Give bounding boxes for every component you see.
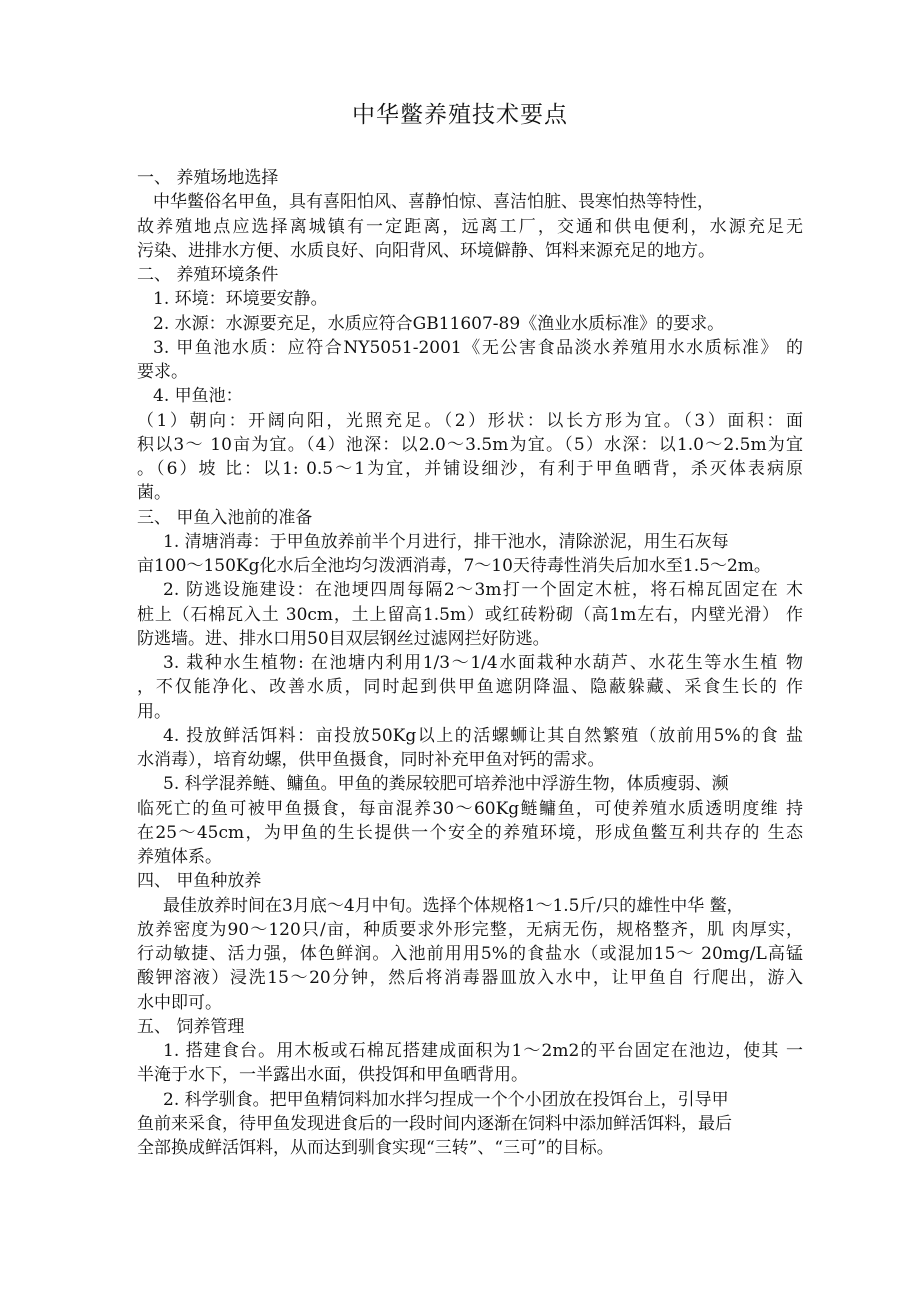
paragraph-line: 4. 甲鱼池：	[153, 386, 243, 407]
paragraph-line: 5. 科学混养鲢、鳙鱼。甲鱼的粪尿较肥可培养池中浮游生物，体质瘦弱、濒	[163, 774, 729, 795]
paragraph-line: 鱼前来采食，待甲鱼发现进食后的一段时间内逐渐在饲料中添加鲜活饵料，最后	[137, 1113, 732, 1134]
paragraph-line: 用。	[137, 701, 171, 722]
paragraph-line: ，不仅能净化、改善水质，同时起到供甲鱼遮阴降温、隐蔽躲藏、采食生长的 作	[137, 677, 803, 698]
paragraph-line: 1. 环境：环境要安静。	[153, 289, 328, 310]
document-title: 中华鳖养殖技术要点	[352, 102, 568, 128]
paragraph-line: 1. 搭建食台。用木板或石棉瓦搭建成面积为1～2m2的平台固定在池边，使其 一	[163, 1041, 803, 1061]
paragraph-line: 水消毒），培育幼螺，供甲鱼摄食，同时补充甲鱼对钙的需求。	[137, 750, 605, 770]
paragraph-line: 养殖体系。	[137, 847, 222, 867]
paragraph-line: 要求。	[137, 362, 188, 382]
section-heading: 三、 甲鱼入池前的准备	[137, 507, 313, 528]
paragraph-line: 2. 防逃设施建设：在池埂四周每隔2～3m打一个固定木桩，将石棉瓦固定在 木	[163, 580, 803, 601]
paragraph-line: 中华鳖俗名甲鱼，具有喜阳怕风、喜静怕惊、喜洁怕脏、畏寒怕热等特性，	[153, 192, 714, 213]
paragraph-line: 4. 投放鲜活饵料：亩投放50Kg以上的活螺蛳让其自然繁殖（放前用5%的食 盐	[163, 725, 803, 746]
document-body	[137, 166, 803, 1160]
section-heading: 二、 养殖环境条件	[137, 265, 279, 285]
paragraph-line: 积以3～ 10亩为宜。（4）池深：以2.0～3.5m为宜。（5）水深：以1.0～2.5m为宜	[137, 434, 803, 455]
paragraph-line: 。（6）坡 比：以1: 0.5～1为宜，并铺设细沙，有利于甲鱼晒背，杀灭体表病原	[137, 459, 803, 479]
paragraph-line: 放养密度为90～120只/亩，种质要求外形完整，无病无伤，规格整齐，肌 肉厚实，	[137, 919, 803, 940]
paragraph-line: 3. 栽种水生植物: 在池塘内利用1/3～1/4水面栽种水葫芦、水花生等水生植 物	[163, 653, 803, 673]
paragraph-line: 防逃墙。进、排水口用50目双层钢丝过滤网拦好防逃。	[137, 628, 550, 649]
paragraph-line: 最佳放养时间在3月底～4月中旬。选择个体规格1～1.5斤/只的雄性中华 鳖，	[163, 895, 744, 916]
paragraph-line: 2. 水源：水源要充足，水质应符合GB11607-89《渔业水质标准》的要求。	[153, 313, 725, 334]
paragraph-line: 污染、进排水方便、水质良好、向阳背风、环境僻静、饵料来源充足的地方。	[137, 240, 715, 261]
section-heading: 一、 养殖场地选择	[137, 168, 279, 188]
paragraph-line: 菌。	[137, 483, 171, 504]
paragraph-line: 在25～45cm，为甲鱼的生长提供一个安全的养殖环境，形成鱼鳖互利共存的 生态	[137, 822, 803, 843]
paragraph-line: 2. 科学驯食。把甲鱼精饲料加水拌匀捏成一个个小团放在投饵台上，引导甲	[163, 1089, 729, 1110]
paragraph-line: 全部换成鲜活饵料，从而达到驯食实现“三转”、“三可”的目标。	[137, 1138, 614, 1158]
paragraph-line: 故养殖地点应选择离城镇有一定距离，远离工厂，交通和供电便利，水源充足无	[137, 216, 803, 237]
paragraph-line: 水中即可。	[137, 992, 222, 1013]
paragraph-line: （1）朝向：开阔向阳，光照充足。（2）形状：以长方形为宜。（3）面积：面	[137, 410, 803, 431]
paragraph-line: 临死亡的鱼可被甲鱼摄食，每亩混养30～60Kg鲢鳙鱼，可使养殖水质透明度维 持	[137, 798, 803, 819]
paragraph-line: 3. 甲鱼池水质：应符合NY5051-2001《无公害食品淡水养殖用水水质标准》 的	[153, 337, 803, 358]
paragraph-line: 亩100～150Kg化水后全池均匀泼洒消毒，7～10天待毒性消失后加水至1.5～2m。	[137, 556, 771, 576]
paragraph-line: 半淹于水下，一半露出水面，供投饵和甲鱼晒背用。	[137, 1065, 528, 1086]
paragraph-line: 1. 清塘消毒：于甲鱼放养前半个月进行，排干池水，清除淤泥，用生石灰每	[163, 531, 729, 552]
section-heading: 五、 饲养管理	[137, 1016, 245, 1037]
section-heading: 四、 甲鱼种放养	[137, 871, 262, 892]
paragraph-line: 酸钾溶液）浸洗15～20分钟，然后将消毒器皿放入水中，让甲鱼自 行爬出，游入	[137, 968, 803, 989]
paragraph-line: 桩上（石棉瓦入土 30cm，土上留高1.5m）或红砖粉砌（高1m左右，内壁光滑） 作	[137, 604, 803, 625]
paragraph-line: 行动敏捷、活力强，体色鲜润。入池前用用5%的食盐水（或混加15～ 20mg/L高锰	[137, 944, 803, 964]
